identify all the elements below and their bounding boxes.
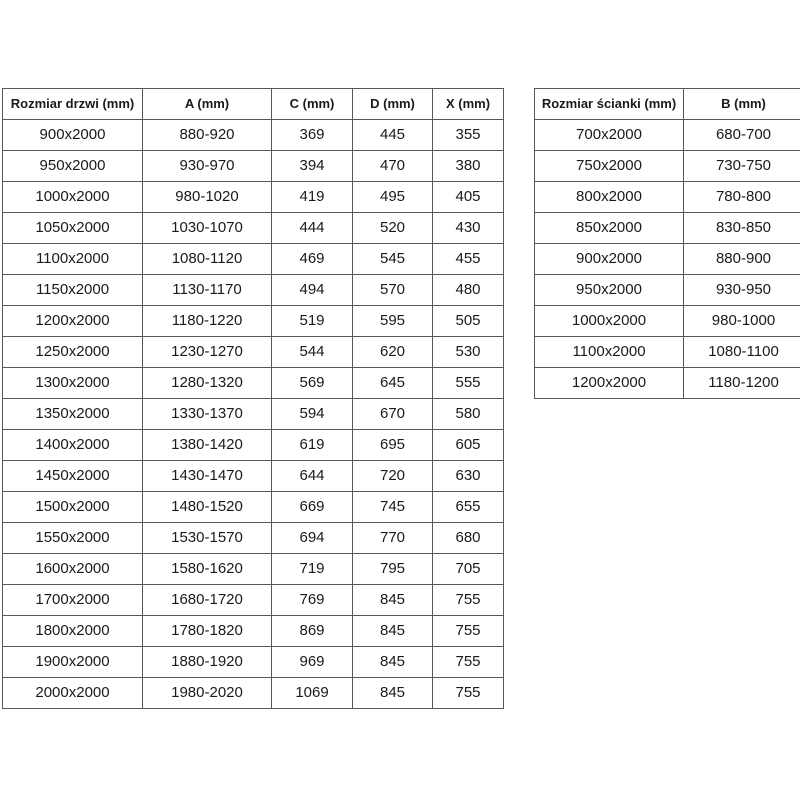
table-cell: 845: [353, 678, 433, 709]
table-cell: 680-700: [684, 120, 800, 151]
table-cell: 694: [272, 523, 353, 554]
table-row: [3, 554, 504, 585]
table-cell: 1680-1720: [143, 585, 272, 616]
table-row: [3, 647, 504, 678]
table-cell: 1400x2000: [3, 430, 143, 461]
table-cell: 1100x2000: [3, 244, 143, 275]
table-cell: 544: [272, 337, 353, 368]
table-cell: 1000x2000: [3, 182, 143, 213]
table-cell: 520: [353, 213, 433, 244]
column-header: B (mm): [684, 89, 800, 120]
header-row: [3, 89, 504, 120]
table-cell: 1380-1420: [143, 430, 272, 461]
table-cell: 470: [353, 151, 433, 182]
table-cell: 619: [272, 430, 353, 461]
table-cell: 1000x2000: [535, 306, 684, 337]
table-cell: 950x2000: [535, 275, 684, 306]
table-cell: 1780-1820: [143, 616, 272, 647]
table-cell: 1350x2000: [3, 399, 143, 430]
table-cell: 1500x2000: [3, 492, 143, 523]
table-cell: 369: [272, 120, 353, 151]
table-cell: 620: [353, 337, 433, 368]
table-cell: 1130-1170: [143, 275, 272, 306]
table-cell: 969: [272, 647, 353, 678]
table-cell: 980-1020: [143, 182, 272, 213]
table-cell: 745: [353, 492, 433, 523]
table-cell: 505: [433, 306, 504, 337]
table-cell: 720: [353, 461, 433, 492]
table-row: [3, 368, 504, 399]
table-cell: 394: [272, 151, 353, 182]
table-cell: 405: [433, 182, 504, 213]
table-cell: 580: [433, 399, 504, 430]
table-cell: 980-1000: [684, 306, 800, 337]
table-cell: 700x2000: [535, 120, 684, 151]
wall-size-table: [534, 88, 800, 399]
table-cell: 630: [433, 461, 504, 492]
table-cell: 1180-1220: [143, 306, 272, 337]
table-cell: 644: [272, 461, 353, 492]
table-row: [3, 399, 504, 430]
table-cell: 1030-1070: [143, 213, 272, 244]
table-cell: 1800x2000: [3, 616, 143, 647]
table-row: [3, 213, 504, 244]
table-cell: 719: [272, 554, 353, 585]
table-row: [3, 585, 504, 616]
table-cell: 1450x2000: [3, 461, 143, 492]
table-cell: 1700x2000: [3, 585, 143, 616]
table-cell: 850x2000: [535, 213, 684, 244]
table-cell: 1200x2000: [3, 306, 143, 337]
table-cell: 555: [433, 368, 504, 399]
table-row: [3, 678, 504, 709]
table-cell: 1180-1200: [684, 368, 800, 399]
table-row: [535, 306, 800, 337]
table-cell: 355: [433, 120, 504, 151]
table-cell: 570: [353, 275, 433, 306]
header-row: [535, 89, 800, 120]
table-cell: 655: [433, 492, 504, 523]
table-cell: 705: [433, 554, 504, 585]
column-header: X (mm): [433, 89, 504, 120]
table-cell: 419: [272, 182, 353, 213]
table-cell: 1550x2000: [3, 523, 143, 554]
table-row: [3, 182, 504, 213]
table-row: [535, 182, 800, 213]
table-cell: 769: [272, 585, 353, 616]
table-cell: 1430-1470: [143, 461, 272, 492]
table-row: [535, 368, 800, 399]
table-row: [3, 306, 504, 337]
table-cell: 845: [353, 616, 433, 647]
table-cell: 780-800: [684, 182, 800, 213]
table-cell: 800x2000: [535, 182, 684, 213]
table-cell: 480: [433, 275, 504, 306]
table-cell: 530: [433, 337, 504, 368]
table-row: [3, 430, 504, 461]
table-row: [3, 616, 504, 647]
table-cell: 430: [433, 213, 504, 244]
table-cell: 755: [433, 585, 504, 616]
table-cell: 545: [353, 244, 433, 275]
table-cell: 594: [272, 399, 353, 430]
table-row: [535, 275, 800, 306]
table-cell: 680: [433, 523, 504, 554]
table-row: [3, 244, 504, 275]
table-cell: 605: [433, 430, 504, 461]
table-cell: 1080-1120: [143, 244, 272, 275]
table-cell: 380: [433, 151, 504, 182]
table-cell: 880-920: [143, 120, 272, 151]
column-header: Rozmiar ścianki (mm): [535, 89, 684, 120]
table-cell: 1250x2000: [3, 337, 143, 368]
table-row: [535, 120, 800, 151]
table-cell: 755: [433, 616, 504, 647]
table-cell: 830-850: [684, 213, 800, 244]
table-cell: 1330-1370: [143, 399, 272, 430]
table-cell: 1050x2000: [3, 213, 143, 244]
table-cell: 645: [353, 368, 433, 399]
table-cell: 1100x2000: [535, 337, 684, 368]
table-cell: 750x2000: [535, 151, 684, 182]
table-row: [3, 120, 504, 151]
table-row: [3, 337, 504, 368]
column-header: A (mm): [143, 89, 272, 120]
table-cell: 755: [433, 678, 504, 709]
table-cell: 1900x2000: [3, 647, 143, 678]
table-cell: 755: [433, 647, 504, 678]
table-cell: 669: [272, 492, 353, 523]
table-row: [535, 337, 800, 368]
table-cell: 1980-2020: [143, 678, 272, 709]
table-cell: 930-970: [143, 151, 272, 182]
table-cell: 869: [272, 616, 353, 647]
table-cell: 495: [353, 182, 433, 213]
table-cell: 1480-1520: [143, 492, 272, 523]
table-cell: 770: [353, 523, 433, 554]
table-cell: 1230-1270: [143, 337, 272, 368]
table-cell: 1280-1320: [143, 368, 272, 399]
table-row: [3, 492, 504, 523]
table-row: [3, 151, 504, 182]
table-cell: 1150x2000: [3, 275, 143, 306]
table-cell: 519: [272, 306, 353, 337]
table-cell: 455: [433, 244, 504, 275]
table-cell: 845: [353, 647, 433, 678]
table-row: [535, 151, 800, 182]
table-cell: 795: [353, 554, 433, 585]
table-cell: 900x2000: [3, 120, 143, 151]
table-cell: 695: [353, 430, 433, 461]
table-cell: 1300x2000: [3, 368, 143, 399]
table-cell: 950x2000: [3, 151, 143, 182]
table-cell: 2000x2000: [3, 678, 143, 709]
table-cell: 595: [353, 306, 433, 337]
table-cell: 1069: [272, 678, 353, 709]
table-cell: 930-950: [684, 275, 800, 306]
table-cell: 1580-1620: [143, 554, 272, 585]
table-row: [3, 461, 504, 492]
table-cell: 1600x2000: [3, 554, 143, 585]
table-cell: 1880-1920: [143, 647, 272, 678]
table-cell: 845: [353, 585, 433, 616]
table-cell: 670: [353, 399, 433, 430]
table-row: [3, 523, 504, 554]
table-cell: 445: [353, 120, 433, 151]
table-row: [535, 213, 800, 244]
table-row: [3, 275, 504, 306]
table-cell: 469: [272, 244, 353, 275]
table-cell: 444: [272, 213, 353, 244]
table-cell: 1200x2000: [535, 368, 684, 399]
door-size-table: [2, 88, 504, 709]
column-header: C (mm): [272, 89, 353, 120]
column-header: Rozmiar drzwi (mm): [3, 89, 143, 120]
table-cell: 569: [272, 368, 353, 399]
table-cell: 880-900: [684, 244, 800, 275]
table-cell: 1080-1100: [684, 337, 800, 368]
column-header: D (mm): [353, 89, 433, 120]
table-cell: 730-750: [684, 151, 800, 182]
table-cell: 494: [272, 275, 353, 306]
table-row: [535, 244, 800, 275]
table-cell: 900x2000: [535, 244, 684, 275]
table-cell: 1530-1570: [143, 523, 272, 554]
